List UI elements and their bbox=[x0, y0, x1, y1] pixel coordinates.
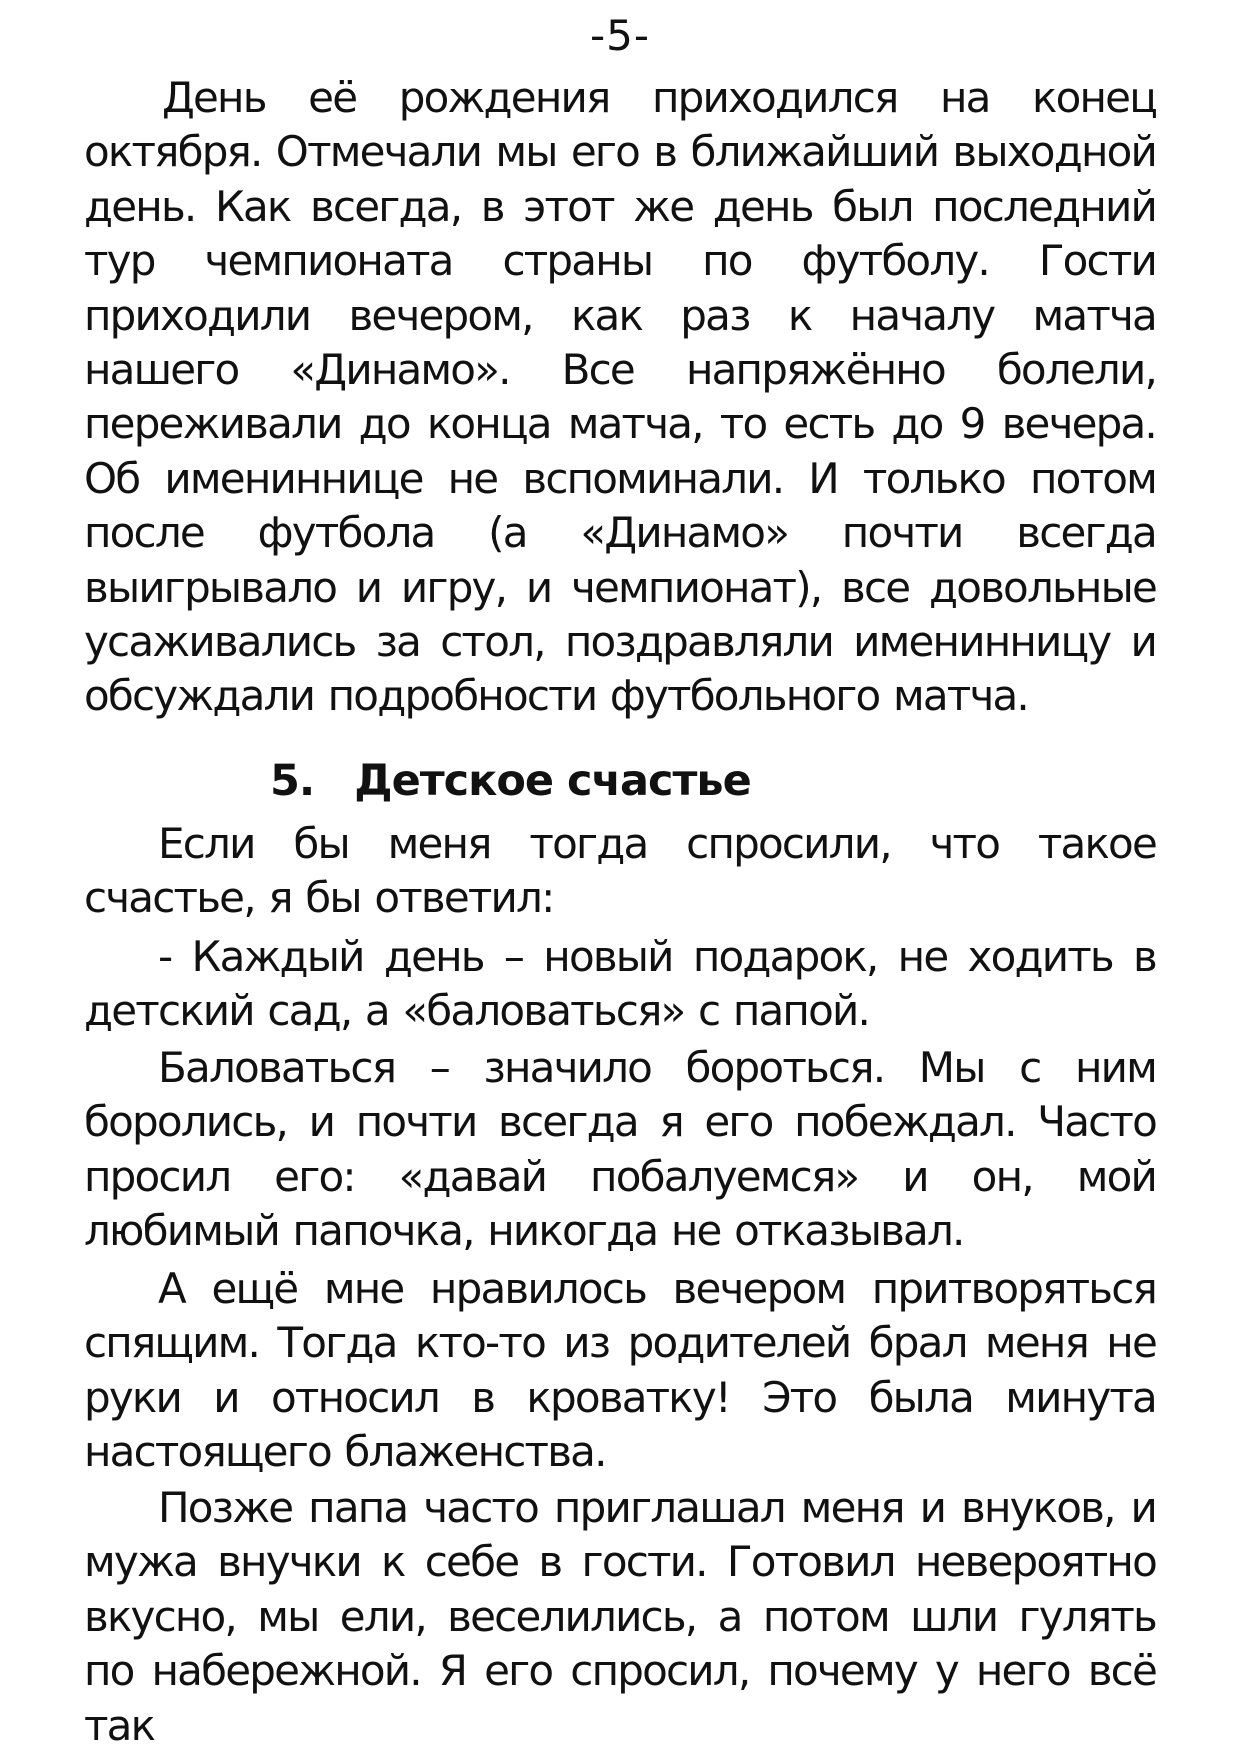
section-number: 5. bbox=[270, 756, 315, 806]
paragraph-sleeping: А ещё мне нравилось вечером притворяться спящим. Тогда кто-то из родителей брал меня не руки и относил в кроватку! Это была минута настоящего блаженства. bbox=[84, 1264, 1156, 1477]
paragraph-wrestling: Баловаться – значило бороться. Мы с ним боролись, и почти всегда я его побеждал. Часто просил его: «давай побалуемся» и он, мой любимый папочка, никогда не отказывал. bbox=[84, 1043, 1156, 1256]
paragraph-birthday: День её рождения приходился на конец октября. Отмечали мы его в ближайший выходной день. Как всегда, в этот же день был последний тур чемпионата страны по футболу. Гости приходили вечером, как раз к началу матча нашего «Динамо». Все напряжённо болели, переживали до конца матча, то есть до 9 вечера. Об имениннице не вспоминали. И только потом после футбола (а «Динамо» почти всегда выигрывало и игру, и чемпионат), все довольные усаживались за стол, поздравляли именинницу и обсуждали подробности футбольного матча. bbox=[84, 73, 1156, 721]
paragraph-question: Если бы меня тогда спросили, что такое счастье, я бы ответил: bbox=[84, 819, 1156, 923]
paragraph-visits: Позже папа часто приглашал меня и внуков, и мужа внучки к себе в гости. Готовил невероятно вкусно, мы ели, веселились, а потом шли гулять по набережной. Я его спросил, почему у него всё так bbox=[84, 1483, 1156, 1750]
paragraph-answer: - Каждый день – новый подарок, не ходить в детский сад, а «баловаться» с папой. bbox=[84, 932, 1156, 1036]
page-number: -5- bbox=[589, 11, 651, 60]
section-heading bbox=[270, 754, 751, 808]
section-title: Детское счастье bbox=[354, 756, 751, 806]
